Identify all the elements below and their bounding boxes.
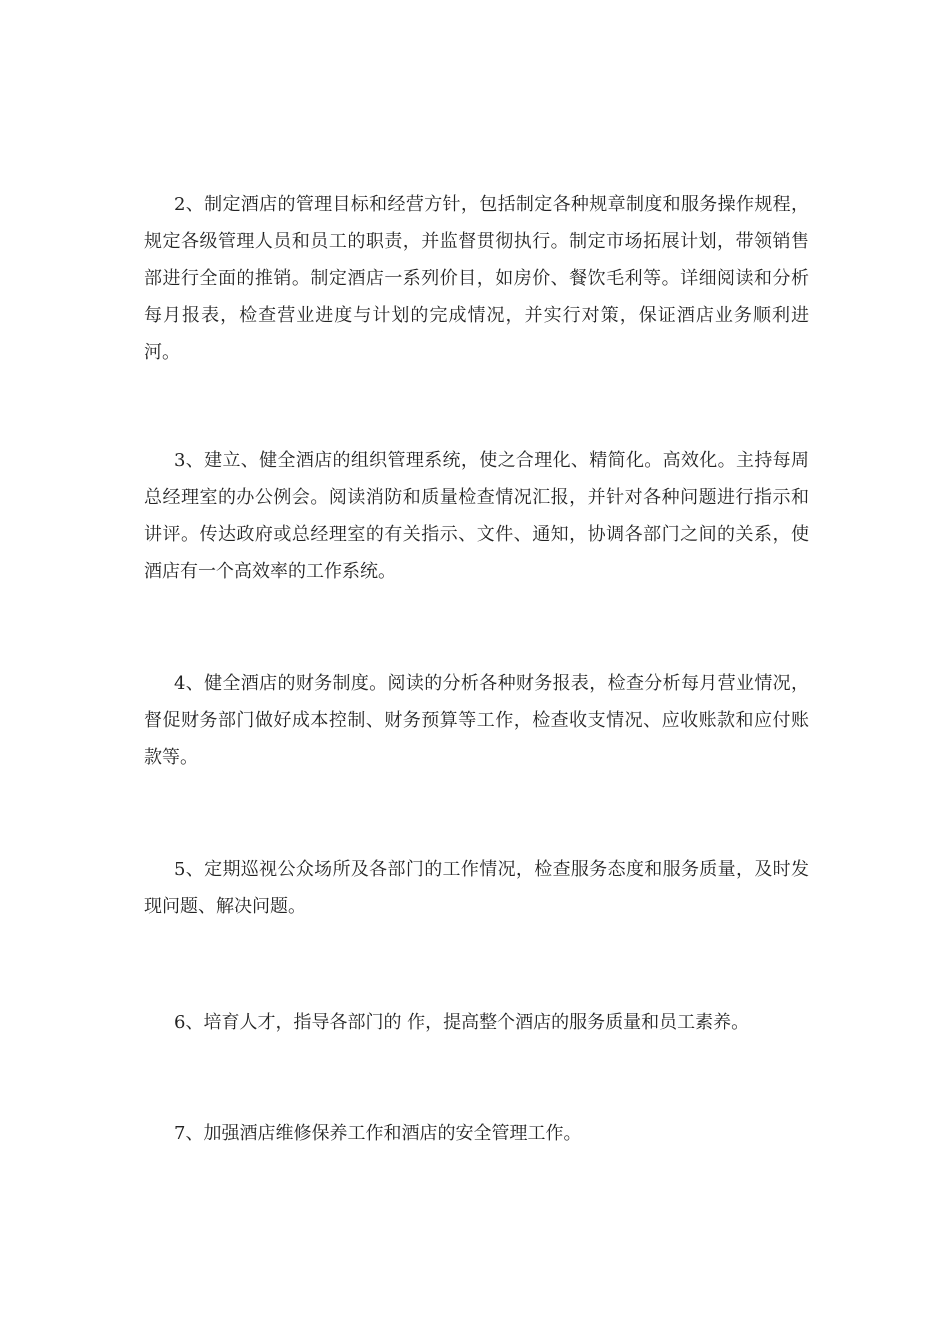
- paragraph-item-6: 6、培育人才，指导各部门的 作，提高整个酒店的服务质量和员工素养。: [174, 1012, 750, 1033]
- paragraph-item-3: 3、建立、健全酒店的组织管理系统，使之合理化、精简化。高效化。主持每周总经理室的办公例会。阅读消防和质量检查情况汇报，并针对各种问题进行指示和讲评。传达政府或总经理室的有关指示、文件、通知，协调各部门之间的关系，使酒店有一个高效率的工作系统。: [144, 450, 809, 582]
- paragraph-item-4: 4、健全酒店的财务制度。阅读的分析各种财务报表，检查分析每月营业情况，督促财务部门做好成本控制、财务预算等工作，检查收支情况、应收账款和应付账款等。: [144, 673, 809, 768]
- paragraph-item-2: 2、制定酒店的管理目标和经营方针，包括制定各种规章制度和服务操作规程，规定各级管理人员和员工的职责，并监督贯彻执行。制定市场拓展计划，带领销售部进行全面的推销。制定酒店一系列价目，如房价、餐饮毛利等。详细阅读和分析每月报表，检查营业进度与计划的完成情况，并实行对策，保证酒店业务顺利进河。: [144, 194, 809, 363]
- paragraph-item-7: 7、加强酒店维修保养工作和酒店的安全管理工作。: [174, 1123, 582, 1144]
- paragraph-item-5: 5、定期巡视公众场所及各部门的工作情况，检查服务态度和服务质量，及时发现问题、解决问题。: [144, 859, 809, 917]
- document-body: [144, 186, 809, 1152]
